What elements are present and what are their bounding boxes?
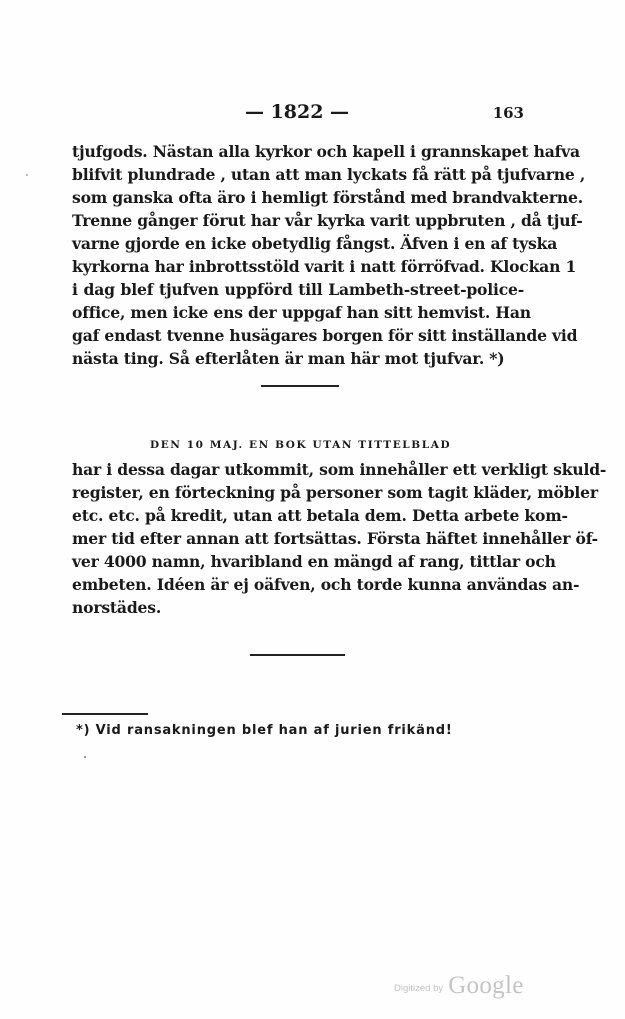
text-line: mer tid efter annan att fortsättas. Första häftet innehåller öf- <box>72 529 598 548</box>
text-line: office, men icke ens der uppgaf han sitt hemvist. Han <box>72 303 531 322</box>
text-line: kyrkorna har inbrottsstöld varit i natt förröfvad. Klockan 1 <box>72 257 577 276</box>
text-line: Trenne gånger förut har vår kyrka varit uppbruten , då tjuf- <box>72 211 583 230</box>
text-line: i dag blef tjufven uppförd till Lambeth-street-police- <box>72 280 524 299</box>
paragraph-theft-report <box>72 140 586 370</box>
watermark-prefix: Digitized by <box>394 983 444 994</box>
section-divider <box>250 654 345 656</box>
running-head-year: — 1822 — <box>244 101 350 123</box>
footnote-rule <box>62 713 148 715</box>
section-heading: DEN 10 MAJ. EN BOK UTAN TITTELBLAD <box>150 439 452 451</box>
text-line: register, en förteckning på personer som tagit kläder, möbler <box>72 483 598 502</box>
page-number: 163 <box>492 104 524 122</box>
footnote: *) Vid ransakningen blef han af jurien frikänd! <box>76 723 453 738</box>
print-speck <box>26 174 28 176</box>
google-logo: Google <box>448 972 524 999</box>
digitized-by-google-watermark <box>394 972 524 1000</box>
text-line: gaf endast tvenne husägares borgen för sitt inställande vid <box>72 326 578 345</box>
text-line: tjufgods. Nästan alla kyrkor och kapell i grannskapet hafva <box>72 142 580 161</box>
text-line: etc. etc. på kredit, utan att betala dem. Detta arbete kom- <box>72 506 568 525</box>
text-line: har i dessa dagar utkommit, som innehåller ett verkligt skuld- <box>72 460 607 479</box>
text-line: blifvit plundrade , utan att man lyckats få rätt på tjufvarne , <box>72 165 586 184</box>
section-divider <box>261 385 339 387</box>
print-speck <box>84 756 86 758</box>
text-line: norstädes. <box>72 598 162 617</box>
text-line: ver 4000 namn, hvaribland en mängd af rang, tittlar och <box>72 552 556 571</box>
paragraph-book-without-title <box>72 458 607 619</box>
text-line: som ganska ofta äro i hemligt förstånd med brandvakterne. <box>72 188 583 207</box>
text-line: varne gjorde en icke obetydlig fångst. Äfven i en af tyska <box>72 234 558 253</box>
running-head <box>72 101 524 127</box>
text-line: embeten. Idéen är ej oäfven, och torde kunna användas an- <box>72 575 580 594</box>
text-line: nästa ting. Så efterlåten är man här mot tjufvar. *) <box>72 349 505 368</box>
